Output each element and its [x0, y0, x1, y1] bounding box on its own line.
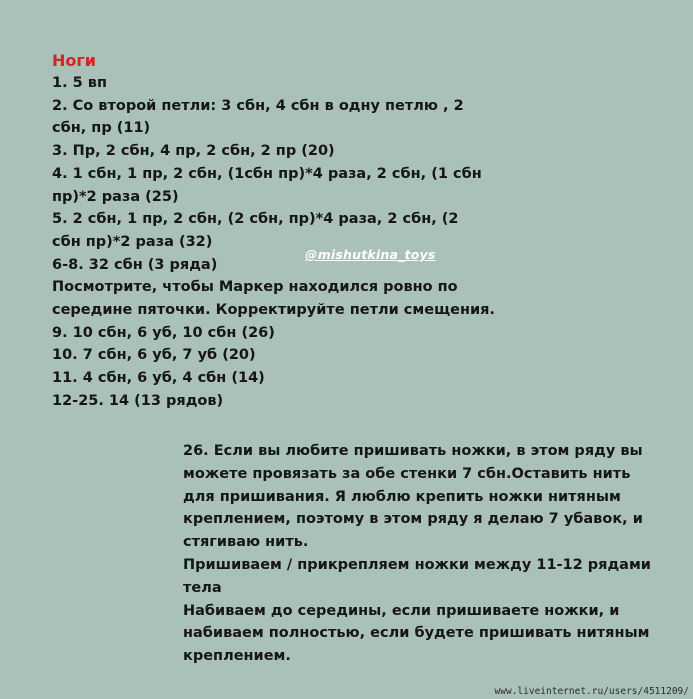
row-line-13: 10. 7 сбн, 6 уб, 7 уб (20)	[52, 347, 256, 364]
instruction-line-5: стягиваю нить.	[183, 534, 309, 551]
instruction-line-1: 26. Если вы любите пришивать ножки, в этом ряду вы	[183, 443, 643, 459]
row-line-6: пр)*2 раза (25)	[52, 188, 179, 205]
row-line-7: 5. 2 сбн, 1 пр, 2 сбн, (2 сбн, пр)*4 раза, 2 сбн, (2	[52, 211, 459, 228]
row-line-12: 9. 10 сбн, 6 уб, 10 сбн (26)	[52, 324, 275, 341]
row-line-8: сбн пр)*2 раза (32)	[52, 233, 213, 250]
instruction-line-8: Набиваем до середины, если пришиваете ножки, и	[183, 602, 620, 619]
row-line-5: 4. 1 сбн, 1 пр, 2 сбн, (1сбн пр)*4 раза, 2 сбн, (1 сбн	[52, 165, 482, 182]
instruction-line-9: набиваем полностью, если будете пришивать нитяным	[183, 625, 650, 642]
row-line-3: сбн, пр (11)	[52, 120, 151, 137]
row-line-2: 2. Со второй петли: 3 сбн, 4 сбн в одну петлю , 2	[52, 97, 464, 114]
instruction-line-3: для пришивания. Я люблю крепить ножки нитяным	[183, 488, 621, 505]
rows-list	[52, 72, 495, 413]
row-line-9: 6-8. 32 сбн (3 ряда)	[52, 256, 218, 273]
instruction-line-2: можете провязать за обе стенки 7 сбн.Оставить нить	[183, 465, 631, 482]
instruction-line-6: Пришиваем / прикрепляем ножки между 11-12 рядами	[183, 556, 651, 573]
row-line-11: середине пяточки. Корректируйте петли смещения.	[52, 302, 495, 319]
section-title: Ноги	[52, 51, 96, 70]
instruction-line-10: креплением.	[183, 648, 291, 665]
instruction-line-7: тела	[183, 579, 222, 596]
finishing-instructions	[183, 440, 663, 668]
source-url: www.liveinternet.ru/users/4511209/	[494, 686, 689, 697]
row-line-15: 12-25. 14 (13 рядов)	[52, 392, 224, 409]
instruction-line-4: креплением, поэтому в этом ряду я делаю 7 убавок, и	[183, 511, 643, 528]
row-line-1: 1. 5 вп	[52, 75, 107, 91]
row-line-10: Посмотрите, чтобы Маркер находился ровно по	[52, 279, 458, 296]
row-line-14: 11. 4 сбн, 6 уб, 4 сбн (14)	[52, 370, 265, 387]
author-watermark: @mishutkina_toys	[305, 247, 436, 262]
row-line-4: 3. Пр, 2 сбн, 4 пр, 2 сбн, 2 пр (20)	[52, 143, 335, 160]
